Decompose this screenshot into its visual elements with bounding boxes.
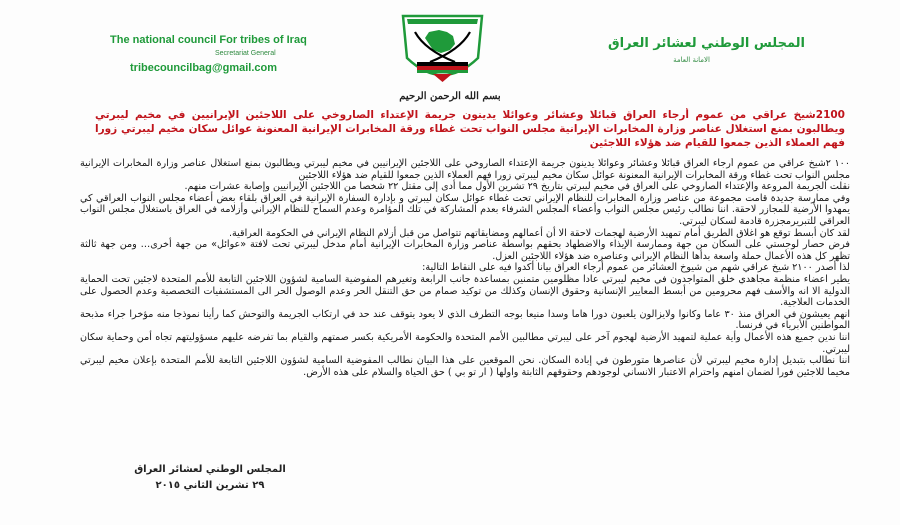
contact-email: tribecouncilbag@gmail.com (130, 62, 278, 74)
signature-org: المجلس الوطني لعشائر العراق (134, 464, 286, 475)
basmala: بسم الله الرحمن الرحيم (399, 91, 501, 102)
statement-body (80, 158, 850, 378)
body-paragraph: نقلت الجريمة المروعة والإعتداء الصاروخي على العراق في مخيم ليبرتي بتاريخ ٢٩ تشرين الأول مما أدى إلى مقتل ٢٢ شخصا من اللاجئين الإيرانيين وإصابة عشرات منهم. (184, 181, 850, 193)
body-paragraph: وفي ممارسة جديدة قامت مجموعة من عناصر وزارة المخابرات للنظام الإيراني تحت غطاء عوائل سكان ليبرتي و بإدارة السفارة الإيرانية في العراق بلقاء بعض أعضاء مجلس النواب العراقي كي يمهدوا الأرضية للمجازر لاحقة. اننا نطالب رئيس مجلس النواب وأعضاء المجلس الشرفاء بعدم المشاركة في تلك المؤامرة وعدم السماح للنظام الإيراني وأزلامه في العراق باستغلال مجلس النواب العراقي للتبريرمجزرة قادمة لسكان ليبرتي. (80, 192, 850, 227)
body-paragraph: اننا نطالب بتبديل إدارة مخيم ليبرتي لأن عناصرها متورطون في إبادة السكان. نحن الموقعين على هذا البيان نطالب المفوضية السامية لشؤون اللاجئين التابعة للأمم المتحدة بإعلان مخيم ليبرتي مخيما للاجئين فورا لضمان امنهم واحترام الاعتبار الانساني لوجودهم وحقوقهم الثابتة واولها ( ار تو بي ) حق الحياة والسلام على هذه الأرض. (80, 355, 850, 378)
body-paragraph: فرض حصار لوجستي على السكان من جهة وممارسة الإيذاء والاضطهاد بحقهم بواسطة عناصر وزارة المخابرات الإيرانية أمام مدخل ليبرتي تحت لافتة «عوائل» من جهة أخرى… ومن جهة ثالثة تظهر كل هذه الأعمال حملة واسعة بدأها النظام الإيراني وعناصره ضد هؤلاء اللاجئين العزل. (80, 239, 850, 262)
body-paragraph: لذا أصدر ٢١٠٠ شيخ عراقي شهم من شيوخ العشائر من عموم أرجاء العراق بيانا أكدوا فيه على النقاط التالية: (422, 262, 850, 274)
body-paragraph: لقد كان أبسط توقع هو اغلاق الطريق أمام تمهيد الأرضية لهجمات لاحقة الا أن أعمالهم ومضايقاتهم تتواصل من قبل أزلام النظام الإيراني في الحكومة العراقية. (228, 227, 850, 239)
signature-date: ٢٩ تشرين الثاني ٢٠١٥ (155, 480, 265, 491)
council-emblem-icon (395, 10, 490, 92)
body-paragraph: ١٠٠ ٢شيخ عراقي من عموم أرجاء العراق قبائلا وعشائر وعوائلا يدينون جريمة الإعتداء الصاروخي على اللاجئين الإيرانيين في مخيم ليبرتي ويطالبون بمنع استغلال عناصر وزارة المخابرات الإيرانية مجلس النواب تحت غطاء ورقة المخابرات الإيرانية المعنونة عوائل سكان مخيم ليبرتي زورا فهم العملاء الذين جمعوا للقيام ضد هؤلاء اللاجئين (80, 158, 850, 181)
signature-block (110, 462, 310, 494)
arabic-org-subtitle: الامانة العامة (673, 56, 710, 64)
english-org-subtitle: Secretariat General (215, 50, 276, 57)
arabic-org-title: المجلس الوطني لعشائر العراق (607, 36, 805, 51)
statement-headline: 2100شيخ عراقي من عموم أرجاء العراق قبائلا وعشائر وعوائلا يدينون جريمة الإعتداء الصاروخي على اللاجئين الإيرانيين في مخيم ليبرتي ويطالبون بمنع استغلال عناصر وزارة المخابرات الإيرانية مجلس النواب تحت غطاء ورقة المخابرات الإيرانية المعنونة عوائل سكان مخيم ليبرتي زورا فهم العملاء الذين جمعوا للقيام ضد هؤلاء اللاجئين (95, 109, 845, 149)
english-org-title: The national council For tribes of Iraq (110, 34, 307, 46)
body-paragraph: يطير اعضاء منظمة مجاهدي خلق المتواجدون في مخيم ليبرتي عادا مظلومين متمنين بمساعدة جانب الرابعة وتغيرهم المفوضية السامية لشؤون اللاجئين التابعة للأمم المتحدة لاجئين تحت الحماية الدولية الا انه والأسف فهم محرومين من أبسط المعايير الإنسانية وحقوق الإنسان وكذلك من توكيد صمام من حق التنقل الحر وعدم الوصول الحر الى المستشفيات التخصصية وعدم الحصول على الخدمات العلاجية. (80, 273, 850, 309)
body-paragraph: اننا ندين جميع هذه الأعمال وأية عملية لتمهيد الأرضية لهجوم آخر على ليبرتي مطالبين الأمم المتحدة والحكومة الأمريكية بكسر صمتهم والقيام بما تفرضه عليهم مسؤوليتهم تجاه أمن وحماية سكان ليبرتي. (80, 331, 850, 355)
body-paragraph: انهم يعيشون في العراق منذ ٣٠ عاما وكانوا ولايزالون يلعبون دورا هاما وسدا منيعا بوجه التطرف الذي لا يعود يتوقف عند حد في ارتكاب الجريمة والتوحش كما رأينا نموذجا منه مؤخرا جراء مذبحة المواطنين الأبرياء في فرنسا. (80, 308, 850, 332)
